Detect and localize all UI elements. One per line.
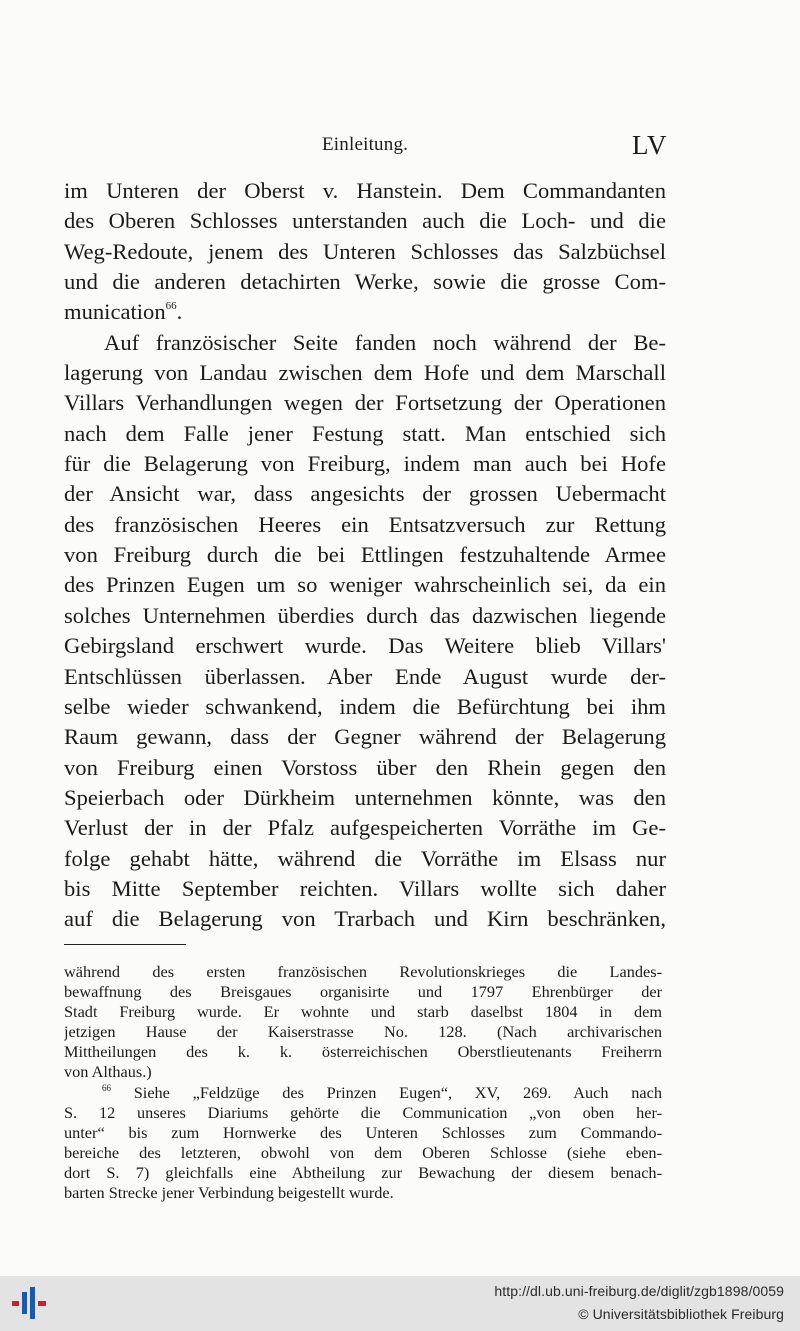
text-line: Gebirgsland erschwert wurde. Das Weitere blieb Villars' bbox=[64, 633, 666, 659]
running-head bbox=[0, 130, 800, 164]
text-line: im Unteren der Oberst v. Hanstein. Dem Commandanten bbox=[64, 178, 666, 203]
text-line: selbe wieder schwankend, indem die Befürchtung bei ihm bbox=[64, 693, 666, 719]
text-line: lagerung von Landau zwischen dem Hofe und dem Marschall bbox=[64, 360, 666, 386]
footnote-line: Mittheilungen des k. k. österreichischen Oberstlieutenants Freiherrn bbox=[64, 1042, 662, 1062]
footnote-line: bewaffnung des Breisgaues organisirte und 1797 Ehrenbürger der bbox=[64, 982, 662, 1002]
text-line: für die Belagerung von Freiburg, indem man auch bei Hofe bbox=[64, 451, 666, 477]
text-line: der Ansicht war, dass angesichts der grossen Uebermacht bbox=[64, 481, 666, 507]
text-line: Weg-Redoute, jenem des Unteren Schlosses das Salzbüchsel bbox=[64, 238, 666, 264]
text-line: nach dem Falle jener Festung statt. Man entschied sich bbox=[64, 420, 666, 446]
text-line: bis Mitte September reichten. Villars wollte sich daher bbox=[64, 875, 666, 901]
text-line: Auf französischer Seite fanden noch während der Be- bbox=[104, 329, 666, 355]
ub-freiburg-logo-icon bbox=[10, 1284, 50, 1322]
footnote-line: während des ersten französischen Revolutionskrieges die Landes- bbox=[64, 962, 662, 981]
footnote-marker: 66 bbox=[102, 1082, 111, 1093]
footnote-reference: 66 bbox=[165, 300, 177, 313]
footnote-line: jetzigen Hause der Kaiserstrasse No. 128. (Nach archivarischen bbox=[64, 1022, 662, 1042]
text-line: von Freiburg durch die bei Ettlingen festzuhaltende Armee bbox=[64, 542, 666, 568]
text-line: des französischen Heeres ein Entsatzversuch zur Rettung bbox=[64, 511, 666, 537]
text-line bbox=[64, 297, 666, 327]
text-line: Villars Verhandlungen wegen der Fortsetzung der Operationen bbox=[64, 390, 666, 416]
footnote-divider bbox=[64, 944, 186, 945]
footnote-line: dort S. 7) gleichfalls eine Abtheilung zur Bewachung der diesem benach- bbox=[64, 1162, 662, 1182]
text-line: Verlust der in der Pfalz aufgespeicherten Vorräthe im Ge- bbox=[64, 815, 666, 841]
text-line: solches Unternehmen überdies durch das dazwischen liegende bbox=[64, 602, 666, 628]
footnotes bbox=[64, 962, 662, 1203]
page-number: LV bbox=[632, 130, 668, 160]
footnote-line: bereiche des letzteren, obwohl von dem Oberen Schlosse (siehe eben- bbox=[64, 1142, 662, 1162]
footnote-line: von Althaus.) bbox=[64, 1062, 152, 1082]
footnote-line: barten Strecke jener Verbindung beigestellt wurde. bbox=[64, 1183, 394, 1203]
text-line: Raum gewann, dass der Gegner während der Belagerung bbox=[64, 724, 666, 750]
text-line: und die anderen detachirten Werke, sowie die grosse Com- bbox=[64, 269, 666, 295]
body-text bbox=[64, 176, 666, 935]
footnote-line-content: Siehe „Feldzüge des Prinzen Eugen“, XV, 269. Auch nach bbox=[133, 1082, 662, 1102]
footer-bar bbox=[0, 1276, 800, 1331]
permalink-url[interactable]: http://dl.ub.uni-freiburg.de/diglit/zgb1898/0059 bbox=[494, 1283, 784, 1299]
text-line: Speierbach oder Dürkheim unternehmen könnte, was den bbox=[64, 784, 666, 810]
text-line: Entschlüssen überlassen. Aber Ende August wurde der- bbox=[64, 663, 666, 689]
footnote-line: unter“ bis zum Hornwerke des Unteren Schlosses zum Commando- bbox=[64, 1122, 662, 1142]
footnote-line bbox=[64, 1083, 662, 1103]
text-line: des Prinzen Eugen um so weniger wahrscheinlich sei, da ein bbox=[64, 572, 666, 598]
text-line: auf die Belagerung von Trarbach und Kirn beschränken, bbox=[64, 906, 666, 932]
footnote-reference-tail: . bbox=[176, 299, 183, 325]
text-line: von Freiburg einen Vorstoss über den Rhein gegen den bbox=[64, 754, 666, 780]
copyright-notice: © Universitätsbibliothek Freiburg bbox=[578, 1306, 784, 1322]
footnote-line: Stadt Freiburg wurde. Er wohnte und starb daselbst 1804 in dem bbox=[64, 1002, 662, 1022]
footnote-line: S. 12 unseres Diariums gehörte die Communication „von oben her- bbox=[64, 1102, 662, 1122]
running-title: Einleitung. bbox=[322, 134, 409, 155]
text-line: folge gehabt hätte, während die Vorräthe im Elsass nur bbox=[64, 845, 666, 871]
text-line: des Oberen Schlosses unterstanden auch die Loch- und die bbox=[64, 208, 666, 234]
text-line-content: munication bbox=[64, 299, 166, 325]
